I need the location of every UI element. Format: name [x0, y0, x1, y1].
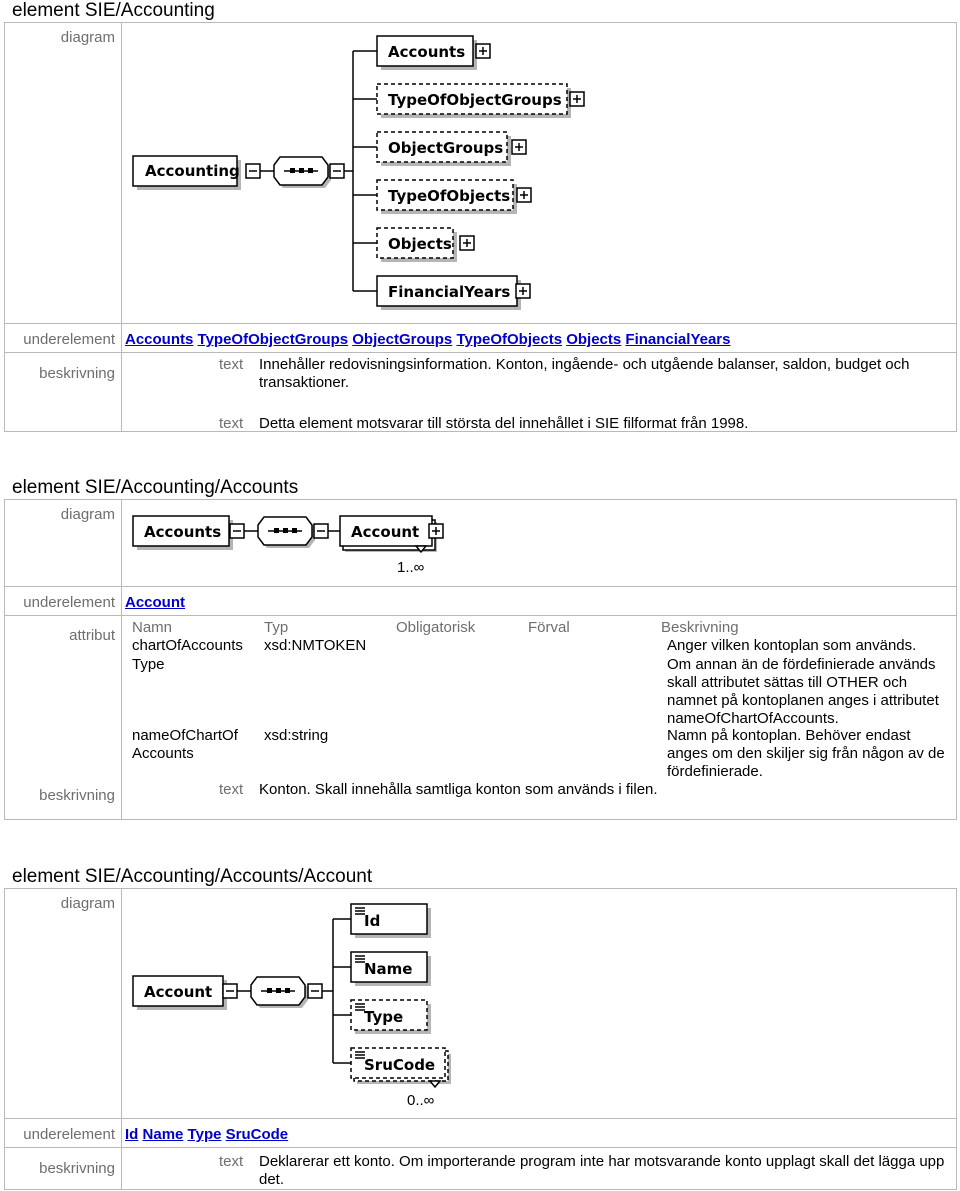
schema-diagram	[5, 889, 465, 1114]
section-title: element SIE/Accounting	[12, 0, 215, 21]
diagram-child-label: FinancialYears	[388, 283, 511, 301]
occurrence-label: 1..∞	[397, 559, 425, 576]
attribute-desc: Om annan än de fördefinierade används skall attributet sättas till OTHER och namnet på kontoplanen anges i attributet nameOfChartOfAccounts.	[667, 656, 939, 727]
description-row	[5, 1147, 956, 1191]
link-account[interactable]: Account	[125, 594, 185, 611]
attribute-row	[5, 615, 956, 821]
link-objects[interactable]: Objects	[566, 331, 622, 348]
attribute-type: xsd:string	[264, 727, 329, 744]
subelement-row	[5, 586, 956, 616]
attribute-name: Type	[132, 656, 165, 673]
schema-diagram	[5, 500, 465, 585]
column-header: Typ	[264, 619, 289, 636]
column-header: Obligatorisk	[396, 619, 476, 636]
subelement-label: underelement	[23, 331, 115, 348]
description-label: beskrivning	[39, 787, 115, 804]
diagram-child-label: TypeOfObjects	[388, 187, 511, 205]
link-financialyears[interactable]: FinancialYears	[625, 331, 731, 348]
diagram-child-label: ObjectGroups	[388, 139, 504, 157]
section-title: element SIE/Accounting/Accounts	[12, 477, 299, 498]
diagram-label: diagram	[60, 506, 115, 523]
diagram-label: diagram	[60, 895, 115, 912]
link-type[interactable]: Type	[187, 1126, 222, 1143]
diagram-root-label: Accounts	[144, 523, 222, 541]
description-text: Konton. Skall innehålla samtliga konton som används i filen.	[259, 781, 658, 798]
element-table	[4, 499, 957, 820]
subelement-label: underelement	[23, 1126, 115, 1143]
link-id[interactable]: Id	[125, 1126, 139, 1143]
occurrence-label: 0..∞	[407, 1092, 435, 1109]
column-header: Beskrivning	[661, 619, 739, 636]
schema-diagram	[5, 23, 562, 323]
description-text: Detta element motsvarar till största del innehållet i SIE filformat från 1998.	[259, 415, 749, 432]
diagram-root-label: Accounting	[145, 162, 240, 180]
element-table	[4, 888, 957, 1190]
description-text: Innehåller redovisningsinformation. Konton, ingående- och utgående balanser, saldon, budget och transaktioner.	[259, 356, 910, 391]
subelement-label: underelement	[23, 594, 115, 611]
attribute-desc: Namn på kontoplan. Behöver endast anges om den skiljer sig från någon av de fördefinierade.	[667, 727, 945, 780]
description-label: beskrivning	[39, 1160, 115, 1177]
text-tag: text	[219, 415, 244, 432]
diagram-child-label: Account	[351, 523, 420, 541]
attribute-name: chartOfAccounts	[132, 637, 243, 654]
text-tag: text	[219, 781, 244, 798]
link-typeofobjectgroups[interactable]: TypeOfObjectGroups	[197, 331, 349, 348]
diagram-child-label: Id	[364, 912, 381, 930]
text-tag: text	[219, 356, 244, 373]
link-name[interactable]: Name	[142, 1126, 184, 1143]
attribute-type: xsd:NMTOKEN	[264, 637, 367, 654]
element-table	[4, 22, 957, 432]
diagram-child-label: Accounts	[388, 43, 466, 61]
column-header: Namn	[132, 619, 173, 636]
description-text: Deklarerar ett konto. Om importerande program inte har motsvarande konto upplagt skall det lägga upp det.	[259, 1153, 945, 1188]
column-header: Förval	[528, 619, 570, 636]
link-typeofobjects[interactable]: TypeOfObjects	[456, 331, 563, 348]
attribute-label: attribut	[69, 627, 115, 644]
link-accounts[interactable]: Accounts	[125, 331, 194, 348]
description-row	[5, 352, 956, 433]
diagram-child-label: TypeOfObjectGroups	[388, 91, 562, 109]
subelement-row	[5, 323, 956, 353]
diagram-child-label: Objects	[388, 235, 452, 253]
diagram-child-label: Name	[364, 960, 413, 978]
diagram-child-label: SruCode	[364, 1056, 436, 1074]
diagram-root-label: Account	[144, 983, 213, 1001]
section-title: element SIE/Accounting/Accounts/Account	[12, 866, 373, 887]
attribute-name: nameOfChartOf Accounts	[132, 727, 238, 762]
diagram-label: diagram	[60, 29, 115, 46]
link-srucode[interactable]: SruCode	[225, 1126, 289, 1143]
link-objectgroups[interactable]: ObjectGroups	[352, 331, 453, 348]
text-tag: text	[219, 1153, 244, 1170]
subelement-row	[5, 1118, 956, 1148]
diagram-child-label: Type	[364, 1008, 404, 1026]
description-label: beskrivning	[39, 365, 115, 382]
attribute-desc: Anger vilken kontoplan som används.	[667, 637, 917, 654]
